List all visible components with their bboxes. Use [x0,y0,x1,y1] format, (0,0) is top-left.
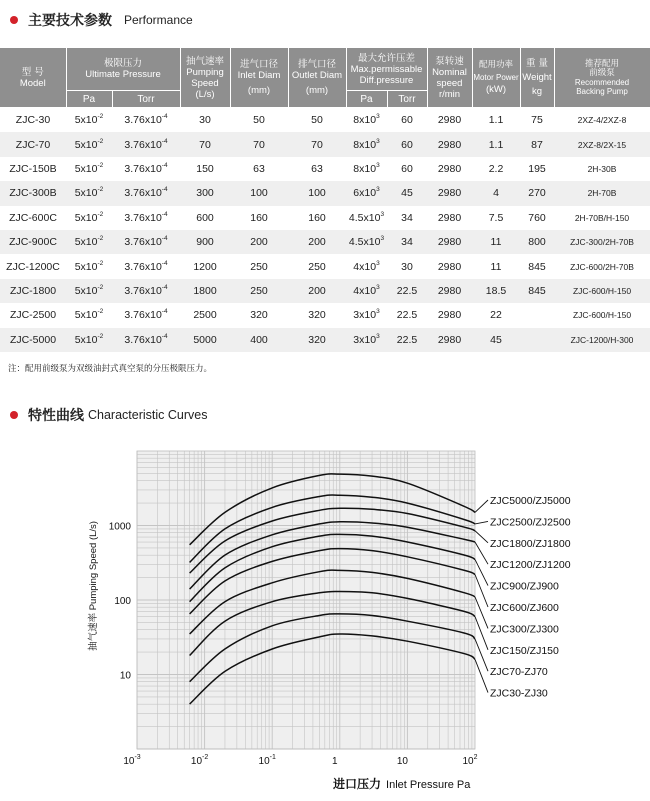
cell-outlet: 250 [308,260,326,273]
cell-torr: $3.76x10^{-4}$ [112,132,180,156]
cell-speed: 900 [180,230,230,254]
cell-diff-torr: 30 [401,260,413,273]
cell-pa: $5x10^{-2}$ [74,210,104,224]
table-row [0,157,650,181]
cell-inlet: 200 [230,230,288,254]
cell-model: ZJC-150B [9,162,57,175]
x-axis-label [332,776,471,791]
series-label-2: ZJC1800/ZJ1800 [490,537,571,550]
cell-model: ZJC-300B [0,181,66,205]
cell-pa: $5x10^{-2}$ [74,161,104,175]
cell-model: ZJC-600C [9,211,57,224]
cell-torr: $3.76x10^{-4}$ [124,113,168,127]
cell-backing: ZJC-300/2H-70B [554,230,650,254]
cell-inlet: 50 [253,114,265,127]
col-inlet-diam: 进气口径 Inlet Diam (mm) [230,48,288,108]
y-tick-label: 1000 [108,521,131,533]
table-row [0,254,650,278]
cell-torr: $3.76x10^{-4}$ [112,230,180,254]
col-diff-torr: Torr [387,91,427,108]
cell-outlet: 100 [288,181,346,205]
cell-backing: ZJC-1200/H-300 [554,328,650,352]
cell-power: 7.5 [488,211,504,224]
series-label-3: ZJC1200/ZJ1200 [490,559,571,572]
series-labels [475,495,571,700]
cell-pa: $5x10^{-2}$ [66,181,112,205]
cell-diff-torr: 60 [387,132,427,156]
cell-rpm: 2980 [437,162,462,175]
table-footnote: 注：配用前级泵为双级油封式真空泵的分压极限压力。 [8,364,213,374]
cell-diff-pa: $8x10^3$ [353,113,380,127]
cell-backing: 2H-70B [554,181,650,205]
cell-pa: $5x10^{-2}$ [66,279,112,303]
cell-speed: 30 [199,114,211,127]
cell-diff-torr: 45 [387,181,427,205]
cell-weight: 87 [520,132,554,156]
cell-diff-pa: $4.5x10^3$ [348,210,385,224]
x-tick-label: $10^{-1}$ [258,754,276,767]
performance-title-en: Performance [124,13,193,27]
cell-torr: $3.76x10^{-4}$ [124,308,168,322]
cell-diff-torr: 22.5 [387,328,427,352]
col-nominal-speed: 泵转速 Nominal speed r/min [427,48,472,108]
cell-pa: $5x10^{-2}$ [66,132,112,156]
cell-pa: $5x10^{-2}$ [74,308,104,322]
cell-outlet: 200 [288,279,346,303]
cell-diff-pa: $8x10^3$ [353,161,380,175]
cell-torr: $3.76x10^{-4}$ [124,259,168,273]
cell-diff-torr: 60 [401,114,413,127]
cell-outlet: 63 [311,162,323,175]
cell-diff-torr: 22.5 [387,279,427,303]
series-label-4: ZJC900/ZJ900 [490,580,559,593]
col-pumping-speed: 抽气速率 Pumping Speed (L/s) [180,48,230,108]
cell-weight: 845 [520,279,554,303]
cell-rpm: 2980 [427,181,472,205]
x-tick-label: 1 [332,756,338,767]
table-row [0,279,650,303]
cell-power: 2.2 [488,162,504,175]
cell-weight: 195 [528,162,546,175]
x-tick-label: $10^2$ [462,754,478,767]
cell-weight: 845 [528,260,546,273]
cell-speed: 300 [180,181,230,205]
x-tick-label: $10^{-2}$ [190,754,209,767]
cell-power: 22 [490,309,502,322]
curves-heading [0,405,207,425]
cell-inlet: 70 [230,132,288,156]
cell-inlet: 400 [230,328,288,352]
series-leader-1 [475,521,488,524]
series-label-8: ZJC70-ZJ70 [490,666,548,679]
y-tick-label: 10 [119,670,131,682]
cell-weight [520,328,554,352]
cell-torr: $3.76x10^{-4}$ [112,328,180,352]
series-leader-3 [475,542,488,564]
cell-speed: 1800 [180,279,230,303]
cell-model: ZJC-900C [0,230,66,254]
cell-power: 1.1 [488,114,504,127]
cell-rpm: 2980 [427,279,472,303]
cell-diff-torr: 34 [401,211,413,224]
cell-model: ZJC-1200C [6,260,60,273]
series-leader-9 [475,659,488,692]
series-label-5: ZJC600/ZJ600 [490,602,559,614]
cell-inlet: 100 [230,181,288,205]
characteristic-curves-chart [0,430,650,801]
cell-outlet: 320 [288,328,346,352]
cell-diff-pa: $6x10^3$ [346,181,387,205]
cell-inlet: 320 [250,309,268,322]
cell-diff-pa: $4.5x10^3$ [346,230,387,254]
cell-model: ZJC-70 [0,132,66,156]
cell-diff-torr: 60 [401,162,413,175]
performance-table [0,48,650,352]
cell-inlet: 250 [230,279,288,303]
bullet-icon [10,411,18,419]
cell-speed: 150 [196,162,214,175]
cell-rpm: 2980 [437,309,462,322]
cell-speed: 5000 [180,328,230,352]
cell-torr: $3.76x10^{-4}$ [124,210,168,224]
performance-title-zh: 主要技术参数 [28,13,112,29]
cell-rpm: 2980 [427,328,472,352]
cell-outlet: 320 [308,309,326,322]
cell-rpm: 2980 [437,211,462,224]
series-leader-4 [475,559,488,585]
cell-model: ZJC-30 [15,114,51,127]
series-label-6: ZJC300/ZJ300 [490,623,559,636]
cell-diff-pa: $3x10^3$ [353,308,380,322]
cell-inlet: 250 [250,260,268,273]
cell-speed: 600 [196,211,214,224]
cell-backing: 2H-30B [587,163,617,174]
cell-outlet: 50 [311,114,323,127]
table-row [0,230,650,254]
cell-backing: 2XZ-8/2X-15 [554,132,650,156]
x-tick-label: $10^{-3}$ [123,754,141,767]
col-max-diff-pressure: 最大允许压差 Max.permissable Diff.pressure [346,48,427,91]
cell-torr: $3.76x10^{-4}$ [112,181,180,205]
col-outlet-diam: 排气口径 Outlet Diam (mm) [288,48,346,108]
cell-inlet: 63 [253,162,265,175]
cell-backing: ZJC-600/H-150 [554,279,650,303]
cell-backing: ZJC-600/2H-70B [570,261,634,272]
x-axis-label-zh: 进口压力 [333,777,382,791]
cell-speed: 2500 [193,309,217,322]
series-label-0: ZJC5000/ZJ5000 [490,495,571,507]
cell-torr: $3.76x10^{-4}$ [124,161,168,175]
cell-rpm: 2980 [437,114,462,127]
col-diff-pa: Pa [346,91,387,108]
cell-inlet: 160 [250,211,268,224]
cell-backing: 2XZ-4/2XZ-8 [577,115,627,126]
col-backing-pump: 推荐配用 前级泵 Recommended Backing Pump [554,48,650,108]
cell-weight: 760 [528,211,546,224]
cell-model: ZJC-2500 [9,309,57,322]
table-row [0,181,650,205]
col-ultimate-pressure: 极限压力 Ultimate Pressure [66,48,180,91]
cell-rpm: 2980 [427,230,472,254]
series-label-7: ZJC150/ZJ150 [490,644,559,657]
cell-outlet: 70 [288,132,346,156]
cell-rpm: 2980 [437,260,462,273]
performance-heading [0,10,193,30]
x-axis-label-en: Inlet Pressure Pa [386,779,471,791]
cell-outlet: 160 [308,211,326,224]
cell-power: 11 [472,230,520,254]
table-row [0,206,650,230]
cell-weight: 75 [531,114,543,127]
cell-diff-torr: 34 [387,230,427,254]
curves-title-zh: 特性曲线 [28,408,84,424]
series-leader-0 [475,500,488,512]
series-label-1: ZJC2500/ZJ2500 [490,516,571,529]
cell-power: 45 [472,328,520,352]
cell-weight [520,303,554,327]
cell-power: 18.5 [472,279,520,303]
col-weight: 重 量 Weight kg [520,48,554,108]
cell-model: ZJC-1800 [0,279,66,303]
cell-speed: 1200 [193,260,217,273]
table-row [0,328,650,352]
cell-diff-pa: $3x10^3$ [346,328,387,352]
cell-rpm: 2980 [427,132,472,156]
cell-diff-pa: $4x10^3$ [346,279,387,303]
bullet-icon [10,16,18,24]
cell-diff-torr: 22.5 [396,309,418,322]
cell-power: 1.1 [472,132,520,156]
col-model: 型 号 Model [0,48,66,108]
cell-backing: 2H-70B/H-150 [574,212,630,223]
cell-pa: $5x10^{-2}$ [74,113,104,127]
cell-weight: 800 [520,230,554,254]
cell-diff-pa: $8x10^3$ [346,132,387,156]
col-ult-torr: Torr [112,91,180,108]
col-motor-power: 配用功率 Motor Power (kW) [472,48,520,108]
cell-outlet: 200 [288,230,346,254]
x-tick-label: 10 [396,756,408,767]
cell-pa: $5x10^{-2}$ [66,328,112,352]
series-leader-2 [475,531,488,543]
cell-pa: $5x10^{-2}$ [66,230,112,254]
cell-torr: $3.76x10^{-4}$ [112,279,180,303]
table-row [0,132,650,156]
cell-weight: 270 [520,181,554,205]
cell-model: ZJC-5000 [0,328,66,352]
cell-power: 4 [472,181,520,205]
cell-diff-pa: $4x10^3$ [353,259,380,273]
y-tick-label: 100 [114,596,131,607]
table-row [0,108,650,133]
y-axis-label: 抽气速率 Pumping Speed (L/s) [88,521,99,651]
col-ult-pa: Pa [66,91,112,108]
cell-pa: $5x10^{-2}$ [74,259,104,273]
curves-title-en: Characteristic Curves [88,408,208,422]
cell-backing: ZJC-600/H-150 [572,310,632,321]
table-row [0,303,650,327]
series-label-9: ZJC30-ZJ30 [490,687,548,700]
cell-speed: 70 [180,132,230,156]
cell-power: 11 [490,260,502,273]
